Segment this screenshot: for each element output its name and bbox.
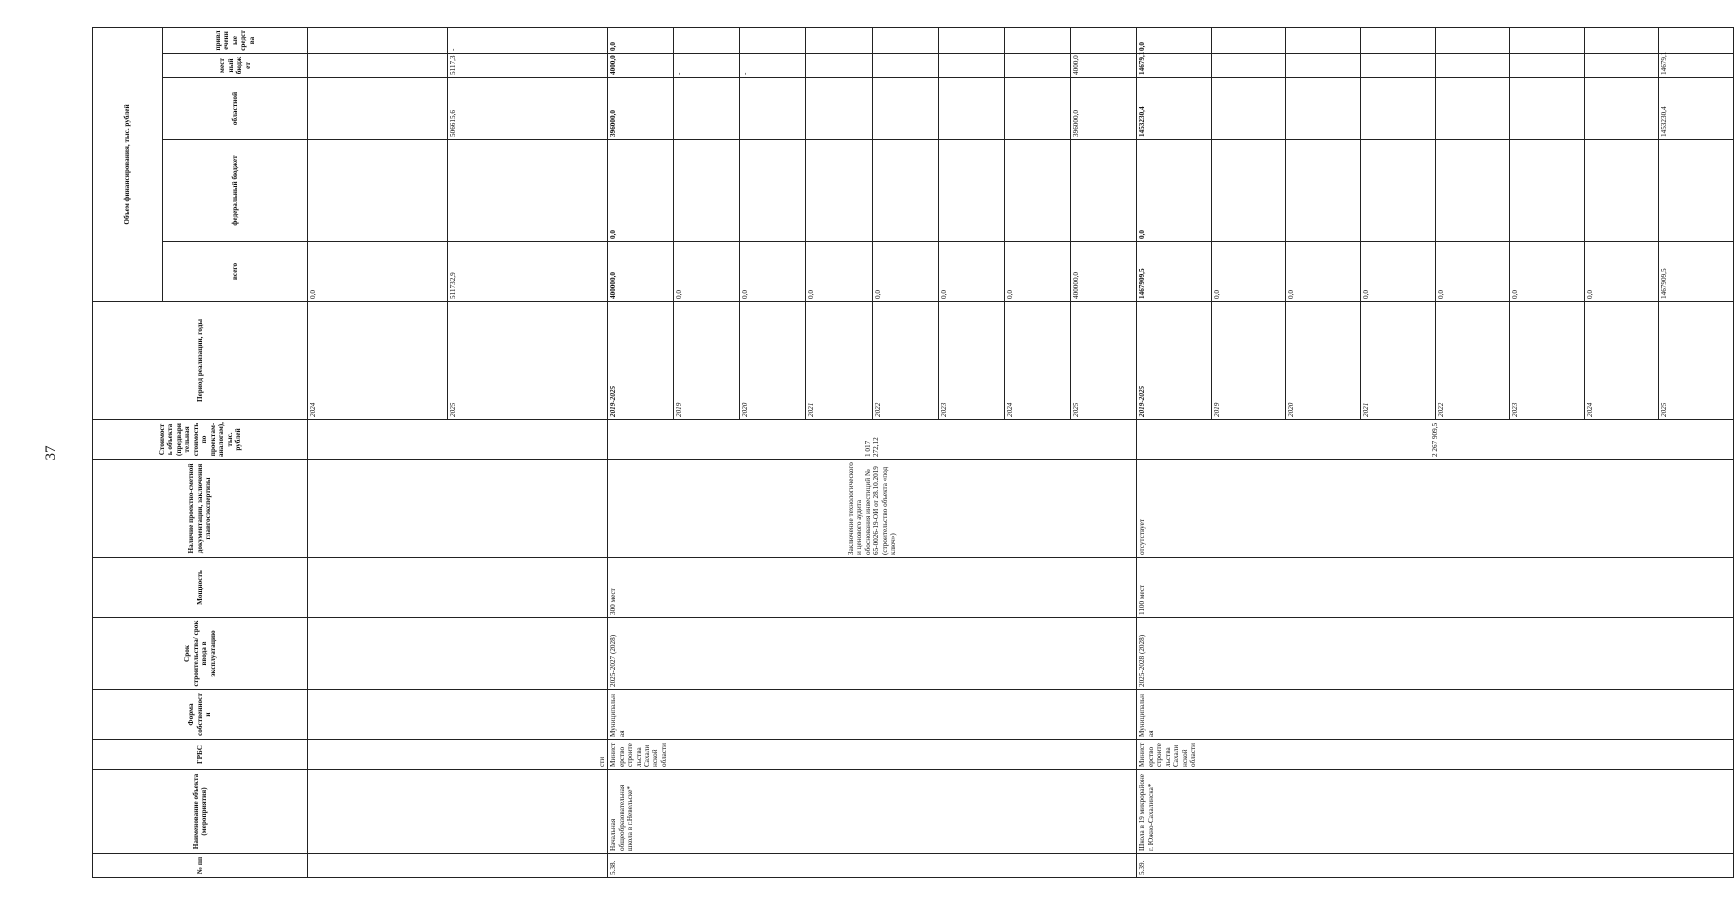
year-cell: 2024 xyxy=(1004,301,1070,419)
header-period: Период реализации, годы xyxy=(93,301,308,419)
year-cell: 2025 xyxy=(1659,301,1734,419)
local-cell xyxy=(1360,53,1435,77)
header-total: всего xyxy=(163,241,308,301)
federal-cell xyxy=(1070,139,1136,241)
federal-cell xyxy=(1360,139,1435,241)
header-num: № пп xyxy=(93,854,308,878)
page-number: 37 xyxy=(43,445,59,461)
local-cell xyxy=(872,53,938,77)
total-cell: 0,0 xyxy=(1360,241,1435,301)
capacity-cell: 300 мест xyxy=(608,558,1137,618)
regional-cell xyxy=(1360,77,1435,139)
other-cell xyxy=(740,27,806,53)
federal-cell xyxy=(674,139,740,241)
name-cell: Школа в 19 микрорайоне г. Южно-Сахалинска* xyxy=(1137,770,1734,854)
total-cell: 0,0 xyxy=(1435,241,1510,301)
num-cell: 5.38. xyxy=(608,854,1137,878)
header-form: Форма собственности xyxy=(93,690,308,740)
year-cell: 2019 xyxy=(1211,301,1286,419)
docs-cell: отсутствует xyxy=(1137,460,1734,558)
local-cell: 14679,1 xyxy=(1659,53,1734,77)
federal-cell: 0,0 xyxy=(608,139,674,241)
year-cell: 2025 xyxy=(448,301,608,419)
local-cell xyxy=(1435,53,1510,77)
total-cell: 0,0 xyxy=(1004,241,1070,301)
header-funding: Объем финансирования, тыс. рублей xyxy=(93,27,163,301)
year-cell: 2019 xyxy=(674,301,740,419)
other-cell xyxy=(308,27,448,53)
other-cell xyxy=(1211,27,1286,53)
regional-cell xyxy=(740,77,806,139)
regional-cell: 1453230,4 xyxy=(1659,77,1734,139)
empty-cell xyxy=(308,420,608,460)
federal-cell xyxy=(872,139,938,241)
year-cell: 2019-2025 xyxy=(1137,301,1212,419)
regional-cell xyxy=(674,77,740,139)
local-cell xyxy=(1211,53,1286,77)
regional-cell xyxy=(938,77,1004,139)
year-cell: 2020 xyxy=(740,301,806,419)
federal-cell xyxy=(1435,139,1510,241)
term-cell: 2025-2028 (2028) xyxy=(1137,618,1734,690)
federal-cell xyxy=(1211,139,1286,241)
local-cell: 5117,3 xyxy=(448,53,608,77)
rotated-table-area xyxy=(92,28,1669,878)
regional-cell xyxy=(806,77,872,139)
header-capacity: Мощность xyxy=(93,558,308,618)
year-cell: 2022 xyxy=(872,301,938,419)
local-cell: 4000,0 xyxy=(608,53,674,77)
other-cell: - xyxy=(448,27,608,53)
total-cell: 0,0 xyxy=(1286,241,1361,301)
cost-cell: 2 267 909,5 xyxy=(1137,420,1734,460)
local-cell: 4000,0 xyxy=(1070,53,1136,77)
regional-cell: 1453230,4 xyxy=(1137,77,1212,139)
header-docs: Наличие проектно-сметной документации, заключения главгосэкспертизы xyxy=(93,460,308,558)
other-cell xyxy=(872,27,938,53)
empty-cell xyxy=(308,690,608,740)
header-other: привлеченные средства xyxy=(163,27,308,53)
total-cell: 1467909,5 xyxy=(1137,241,1212,301)
table-row xyxy=(608,27,674,877)
empty-cell xyxy=(308,460,608,558)
regional-cell xyxy=(308,77,448,139)
local-cell xyxy=(806,53,872,77)
year-cell: 2024 xyxy=(1584,301,1659,419)
other-cell: 0,0 xyxy=(1137,27,1212,53)
total-cell: 0,0 xyxy=(674,241,740,301)
other-cell xyxy=(938,27,1004,53)
year-cell: 2023 xyxy=(1510,301,1585,419)
year-cell: 2022 xyxy=(1435,301,1510,419)
other-cell xyxy=(1004,27,1070,53)
table-row xyxy=(1137,27,1212,877)
federal-cell xyxy=(308,139,448,241)
regional-cell xyxy=(1211,77,1286,139)
total-cell: 0,0 xyxy=(1510,241,1585,301)
local-cell: - xyxy=(674,53,740,77)
federal-cell xyxy=(1286,139,1361,241)
header-grbs: ГРБС xyxy=(93,740,308,770)
grbs-cell: Министерство строительства Сахалинской области xyxy=(608,740,1137,770)
year-cell: 2019-2025 xyxy=(608,301,674,419)
empty-cell xyxy=(308,558,608,618)
form-cell: Муниципальная xyxy=(1137,690,1734,740)
total-cell: 400000,0 xyxy=(1070,241,1136,301)
capacity-cell: 1100 мест xyxy=(1137,558,1734,618)
federal-cell xyxy=(1004,139,1070,241)
form-cell: Муниципальная xyxy=(608,690,1137,740)
local-cell xyxy=(938,53,1004,77)
year-cell: 2021 xyxy=(1360,301,1435,419)
header-local: местный бюджет xyxy=(163,53,308,77)
docs-cell: Заключение технологического и ценового аудита обоснования инвестиций № 65-0026-19-ОИ от 28.10.2019 (строительство объекта «под ключ») xyxy=(608,460,1137,558)
cost-cell: 1 017 272,12 xyxy=(608,420,1137,460)
total-cell: 1467909,5 xyxy=(1659,241,1734,301)
regional-cell xyxy=(1004,77,1070,139)
regional-cell: 396000,0 xyxy=(608,77,674,139)
federal-cell xyxy=(1510,139,1585,241)
local-cell xyxy=(1004,53,1070,77)
federal-cell xyxy=(1584,139,1659,241)
total-cell: 0,0 xyxy=(938,241,1004,301)
total-cell: 0,0 xyxy=(1584,241,1659,301)
table-row xyxy=(308,27,448,877)
total-cell: 0,0 xyxy=(806,241,872,301)
investment-table xyxy=(92,27,1734,878)
other-cell xyxy=(806,27,872,53)
total-cell: 0,0 xyxy=(872,241,938,301)
other-cell xyxy=(1435,27,1510,53)
federal-cell xyxy=(740,139,806,241)
federal-cell xyxy=(1659,139,1734,241)
other-cell: 0,0 xyxy=(608,27,674,53)
header-federal: федеральный бюджет xyxy=(163,139,308,241)
year-cell: 2025 xyxy=(1070,301,1136,419)
year-cell: 2023 xyxy=(938,301,1004,419)
other-cell xyxy=(1070,27,1136,53)
regional-cell xyxy=(872,77,938,139)
grbs-cell: Министерство строительства Сахалинской области xyxy=(1137,740,1734,770)
total-cell: 0,0 xyxy=(308,241,448,301)
regional-cell: 396000,0 xyxy=(1070,77,1136,139)
header-regional: областной xyxy=(163,77,308,139)
other-cell xyxy=(674,27,740,53)
grbs-cell: сти xyxy=(308,740,608,770)
local-cell: 14679,1 xyxy=(1137,53,1212,77)
empty-cell xyxy=(308,618,608,690)
year-cell: 2020 xyxy=(1286,301,1361,419)
num-cell: 5.39. xyxy=(1137,854,1734,878)
regional-cell xyxy=(1584,77,1659,139)
total-cell: 511732,9 xyxy=(448,241,608,301)
regional-cell xyxy=(1286,77,1361,139)
header-cost: Стоимость объекта (предварительная стоимость по проектам-аналогам), тыс. рублей xyxy=(93,420,308,460)
other-cell xyxy=(1659,27,1734,53)
year-cell: 2024 xyxy=(308,301,448,419)
header-row xyxy=(93,27,163,877)
federal-cell: 0,0 xyxy=(1137,139,1212,241)
header-term: Срок строительства/ срок ввода в эксплуатацию xyxy=(93,618,308,690)
federal-cell xyxy=(938,139,1004,241)
other-cell xyxy=(1584,27,1659,53)
total-cell: 400000,0 xyxy=(608,241,674,301)
num-cell xyxy=(308,854,608,878)
regional-cell: 506615,6 xyxy=(448,77,608,139)
local-cell xyxy=(1510,53,1585,77)
name-cell: Начальная общеобразовательная школа в г.Невельске* xyxy=(608,770,1137,854)
total-cell: 0,0 xyxy=(1211,241,1286,301)
local-cell: - xyxy=(740,53,806,77)
local-cell xyxy=(1286,53,1361,77)
local-cell xyxy=(1584,53,1659,77)
year-cell: 2021 xyxy=(806,301,872,419)
local-cell xyxy=(308,53,448,77)
federal-cell xyxy=(448,139,608,241)
name-cell xyxy=(308,770,608,854)
regional-cell xyxy=(1435,77,1510,139)
other-cell xyxy=(1286,27,1361,53)
total-cell: 0,0 xyxy=(740,241,806,301)
term-cell: 2025-2027 (2028) xyxy=(608,618,1137,690)
header-name: Наименование объекта (мероприятия) xyxy=(93,770,308,854)
other-cell xyxy=(1510,27,1585,53)
other-cell xyxy=(1360,27,1435,53)
regional-cell xyxy=(1510,77,1585,139)
federal-cell xyxy=(806,139,872,241)
